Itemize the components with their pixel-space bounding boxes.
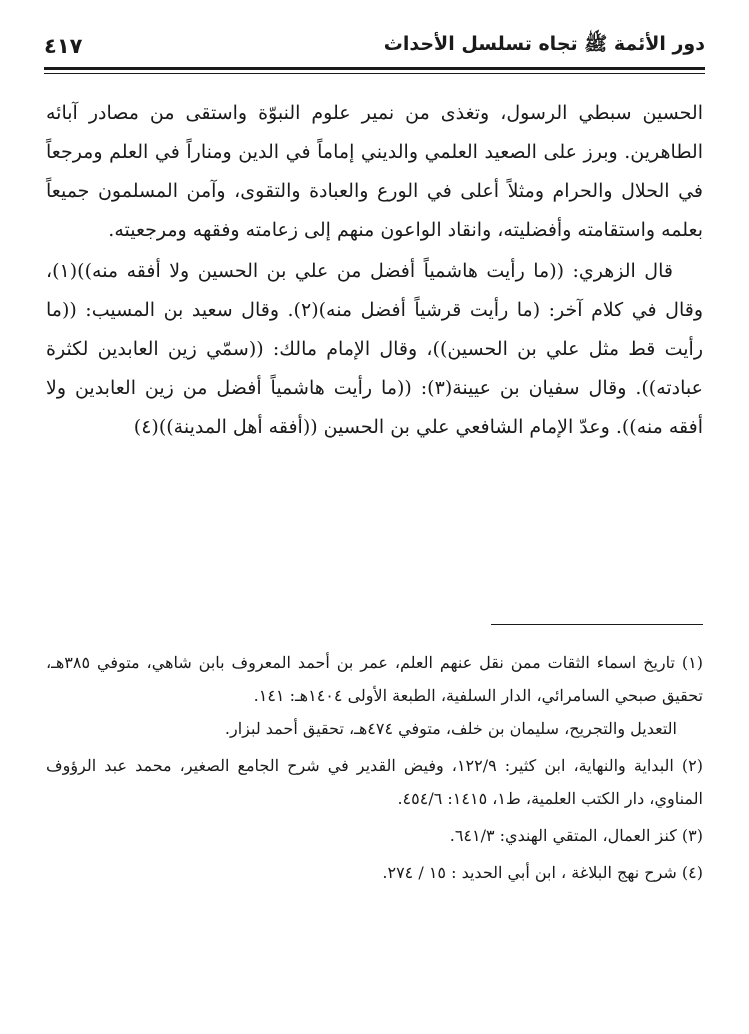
footnote-number: (١) [681,653,703,672]
footnote-text: البداية والنهاية، ابن كثير: ١٢٢/٩، وفيض القدير في شرح الجامع الصغير، محمد عبد الرؤوف المناوي، دار الكتب العلمية، ط١، ١٤١٥: ٤٥٤/٦. [46,756,703,808]
footnote-number: (٢) [681,756,704,775]
page-header [44,26,705,66]
footnote-text: كنز العمال، المتقي الهندي: ٦٤١/٣. [449,826,677,845]
footnote-text: تاريخ اسماء الثقات ممن نقل عنهم العلم، عمر بن أحمد المعروف بابن شاهي، متوفي ٣٨٥هـ، تحقيق صبحي السامرائي، الدار السلفية، الطبعة الأولى ١٤٠٤هـ: ١٤١. [46,653,703,705]
footnotes [46,646,703,893]
footnote-continuation: التعديل والتجريح، سليمان بن خلف، متوفي ٤٧٤هـ، تحقيق أحمد لبزار. [224,719,677,738]
footnote-number: (٣) [681,826,703,845]
main-text [46,94,703,447]
page-number: ٤١٧ [44,34,83,58]
footnote-text: شرح نهج البلاغة ، ابن أبي الحديد : ١٥ / ٢٧٤. [382,863,677,882]
footnote-item [46,646,703,745]
footnote-number: (٤) [681,863,703,882]
header-rule-thick [44,67,705,70]
footnote-item [46,749,703,815]
running-title: دور الأئمة ﷺ تجاه تسلسل الأحداث [383,33,705,55]
footnote-separator [491,624,703,625]
footnote-item [46,819,703,852]
body-paragraph: قال الزهري: ((ما رأيت هاشمياً أفضل من علي بن الحسين ولا أفقه منه))(١)، وقال في كلام آخر: (ما رأيت قرشياً أفضل منه)(٢). وقال سعيد بن المسيب: ((ما رأيت قط مثل علي بن الحسين))، وقال الإمام مالك: ((سمّي زين العابدين لكثرة عبادته)). وقال سفيان بن عيينة(٣): ((ما رأيت هاشمياً أفضل من زين العابدين ولا أفقه منه)). وعدّ الإمام الشافعي علي بن الحسين ((أفقه أهل المدينة))(٤) [46,260,703,438]
header-rule-thin [44,73,705,74]
footnote-item [46,856,703,889]
body-paragraph: الحسين سبطي الرسول، وتغذى من نمير علوم النبوّة واستقى من مصادر آبائه الطاهرين. وبرز على الصعيد العلمي والديني إماماً في الدين ومناراً في العلم ومرجعاً في الحلال والحرام ومثلاً أعلى في الورع والعبادة والتقوى، وآمن المسلمون جميعاً بعلمه واستقامته وأفضليته، وانقاد الواعون منهم إلى زعامته وفقهه ومرجعيته. [46,102,703,241]
